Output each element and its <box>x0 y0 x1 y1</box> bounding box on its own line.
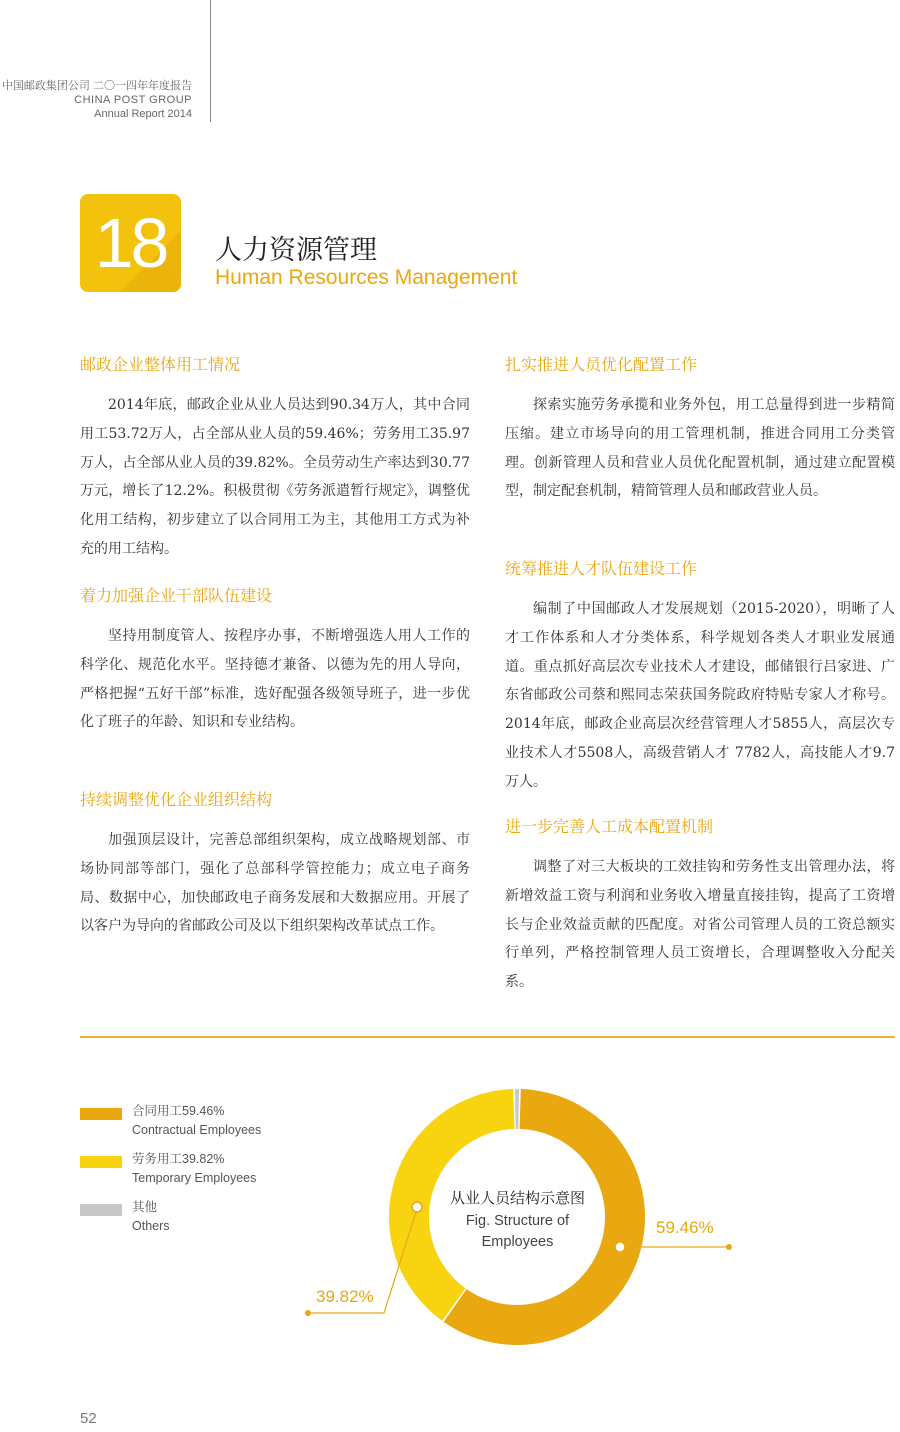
section-heading: 着力加强企业干部队伍建设 <box>80 586 273 605</box>
section-heading: 进一步完善人工成本配置机制 <box>505 817 714 836</box>
section-body: 加强顶层设计，完善总部组织架构，成立战略规划部、市场协同部等部门，强化了总部科学管控能力；成立电子商务局、数据中心，加快邮政电子商务发展和大数据应用。开展了以客户为导向的省邮政公司及以下组织架构改革试点工作。 <box>80 832 470 935</box>
legend-label-cn: 合同用工59.46% <box>132 1104 225 1118</box>
data-label-contractual: 59.46% <box>656 1218 714 1237</box>
legend-label-cn: 其他 <box>132 1200 158 1214</box>
legend-label-cn: 劳务用工39.82% <box>132 1152 225 1166</box>
chart-center-label <box>435 1187 600 1253</box>
section-heading: 统筹推进人才队伍建设工作 <box>505 559 698 578</box>
section-heading: 扎实推进人员优化配置工作 <box>505 355 698 374</box>
company-line: 中国邮政集团公司 二〇一四年年度报告 <box>1 80 192 92</box>
marker-end-contractual <box>726 1244 732 1250</box>
section-body: 探索实施劳务承揽和业务外包，用工总量得到进一步精简压缩。建立市场导向的用工管理机制，推进合同用工分类管理。创新管理人员和营业人员优化配置机制，通过建立配置模型，制定配套机制，精简管理人员和邮政营业人员。 <box>505 397 895 500</box>
marker-end-temporary <box>305 1310 311 1316</box>
legend-label-en: Temporary Employees <box>132 1171 257 1185</box>
group-name: CHINA POST GROUP <box>74 94 192 106</box>
legend-label-en: Others <box>132 1219 170 1233</box>
chart-subtitle: Fig. Structure of Employees <box>465 1213 570 1250</box>
slice-others <box>515 1089 519 1129</box>
section-body: 坚持用制度管人、按程序办事，不断增强选人用人工作的科学化、规范化水平。坚持德才兼备、以德为先的用人导向，严格把握“五好干部”标准，选好配强各级领导班子，进一步优化了班子的年龄、知识和专业结构。 <box>80 628 470 731</box>
legend-label-en: Contractual Employees <box>132 1123 262 1137</box>
section-heading: 邮政企业整体用工情况 <box>80 355 241 374</box>
chapter-number: 18 <box>94 204 167 282</box>
section-heading: 持续调整优化企业组织结构 <box>80 790 273 809</box>
chapter-title-en: Human Resources Management <box>215 266 518 289</box>
chapter-title-cn: 人力资源管理 <box>215 235 377 266</box>
data-label-temporary: 39.82% <box>316 1287 374 1306</box>
marker-temporary <box>412 1202 422 1212</box>
report-name: Annual Report 2014 <box>94 108 192 120</box>
section-body: 调整了对三大板块的工效挂钩和劳务性支出管理办法，将新增效益工资与利润和业务收入增量直接挂钩，提高了工资增长与企业效益贡献的匹配度。对省公司管理人员的工资总额实行单列，严格控制管理人员工资增长，合理调整收入分配关系。 <box>505 859 895 991</box>
section-body: 编制了中国邮政人才发展规划（2015-2020），明晰了人才工作体系和人才分类体系，科学规划各类人才职业发展通道。重点抓好高层次专业技术人才建设，邮储银行吕家进、广东省邮政公司蔡和熙同志荣获国务院政府特贴专家人才称号。2014年底，邮政企业高层次经营管理人才5855人，高层次专业技术人才5508人，高级营销人才 7782人，高技能人才9.7万人。 <box>505 601 895 790</box>
chart-title: 从业人员结构示意图 <box>449 1189 585 1207</box>
page-number: 52 <box>80 1410 97 1427</box>
section-body: 2014年底，邮政企业从业人员达到90.34万人，其中合同用工53.72万人，占全部从业人员的59.46%；劳务用工35.97万人，占全部从业人员的39.82%。全员劳动生产率达到30.77万元，增长了12.2%。积极贯彻《劳务派遣暂行规定》，调整优化用工结构，初步建立了以合同用工为主，其他用工方式为补充的用工结构。 <box>80 397 470 557</box>
marker-contractual <box>615 1242 625 1252</box>
